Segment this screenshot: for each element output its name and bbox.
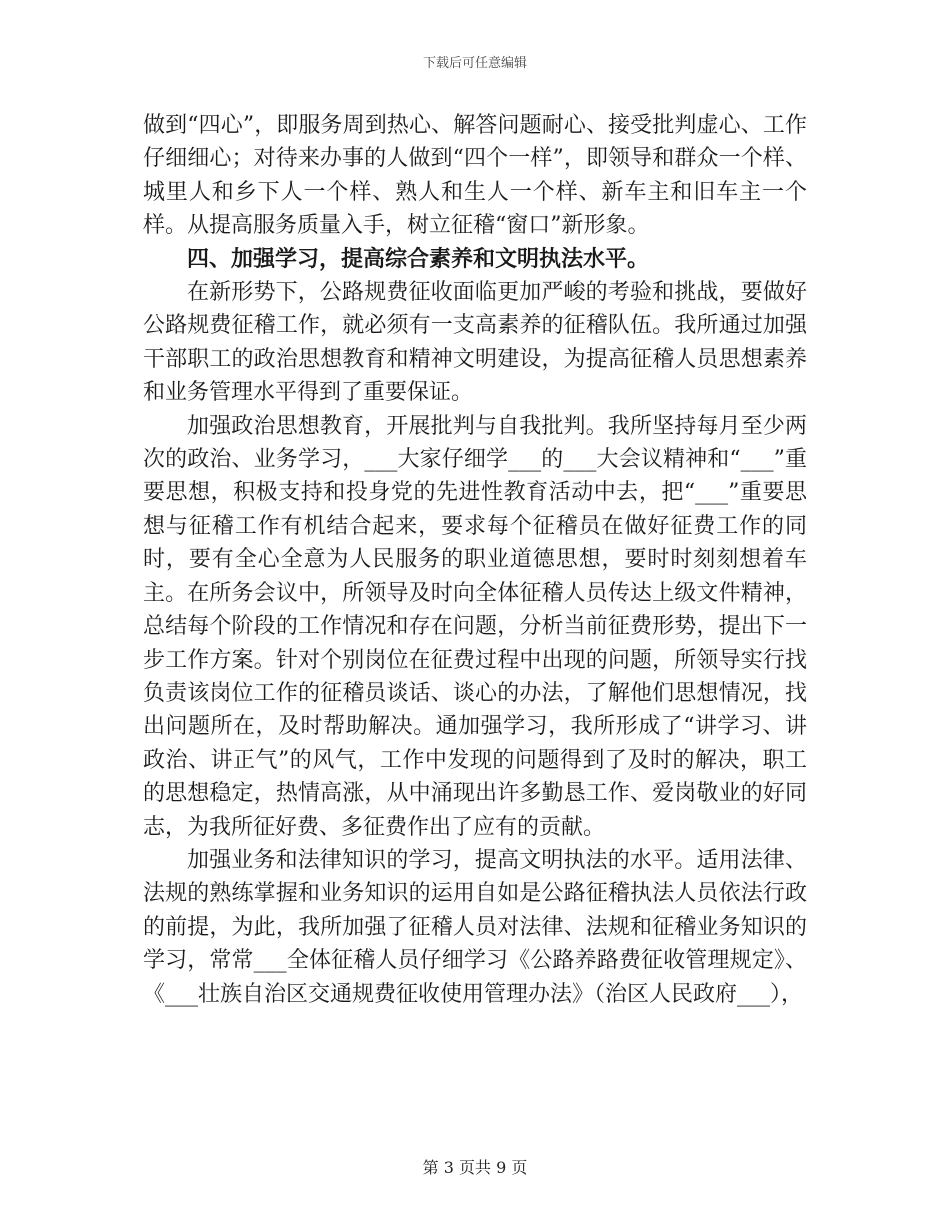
page-header: 下载后可任意编辑 xyxy=(422,56,527,71)
document-body xyxy=(143,109,807,1011)
paragraph-political-education: 加强政治思想教育，开展批判与自我批判。我所坚持每月至少两次的政治、业务学习，___大家仔细学___的___大会议精神和“___”重要思想，积极支持和投身党的先进性教育活动中去，把“___”重要思想与征稽工作有机结合起来，要求每个征稽员在做好征费工作的同时，要有全心全意为人民服务的职业道德思想，要时时刻刻想着车主。在所务会议中，所领导及时向全体征稽人员传达上级文件精神，总结每个阶段的工作情况和存在问题，分析当前征费形势，提出下一步工作方案。针对个别岗位在征费过程中出现的问题，所领导实行找负责该岗位工作的征稽员谈话、谈心的办法，了解他们思想情况，找出问题所在，及时帮助解决。通加强学习，我所形成了“讲学习、讲政治、讲正气”的风气，工作中发现的问题得到了及时的解决，职工的思想稳定，热情高涨，从中涌现出许多勤恳工作、爱岗敬业的好同志，为我所征好费、多征费作出了应有的贡献。 xyxy=(143,413,807,840)
paragraph-continuation: 做到“四心”，即服务周到热心、解答问题耐心、接受批判虚心、工作仔细细心；对待来办事的人做到“四个一样”，即领导和群众一个样、城里人和乡下人一个样、熟人和生人一个样、新车主和旧车主一个样。从提高服务质量入手，树立征稽“窗口”新形象。 xyxy=(143,113,807,239)
section-heading: 四、加强学习，提高综合素养和文明执法水平。 xyxy=(187,245,650,272)
paragraph-legal-study: 加强业务和法律知识的学习，提高文明执法的水平。适用法律、法规的熟练掌握和业务知识的运用自如是公路征稽执法人员依法行政的前提，为此，我所加强了征稽人员对法律、法规和征稽业务知识的学习，常常___全体征稽人员仔细学习《公路养路费征收管理规定》、《___壮族自治区交通规费征收使用管理办法》（治区人民政府___）， xyxy=(143,847,807,1007)
page-number: 第 3 页共 9 页 xyxy=(422,1158,528,1177)
paragraph-new-situation: 在新形势下，公路规费征收面临更加严峻的考验和挑战，要做好公路规费征稽工作，就必须有一支高素养的征稽队伍。我所通过加强干部职工的政治思想教育和精神文明建设，为提高征稽人员思想素养和业务管理水平得到了重要保证。 xyxy=(143,280,807,406)
